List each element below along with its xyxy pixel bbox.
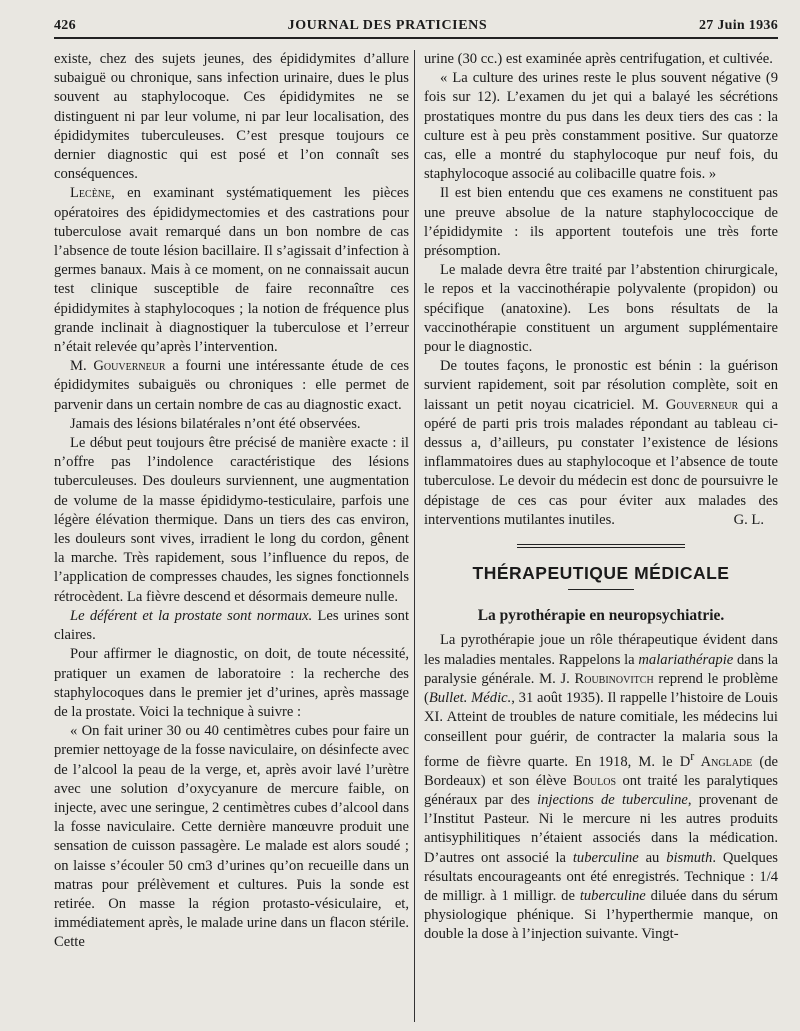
- paragraph: « La culture des urines reste le plus souvent négative (9 fois sur 12). L’examen du jet qui a balayé les sécrétions prostatiques montre du pus dans les deux tiers des cas : la culture est à peu près constamment positive. Sur quatorze cas, elle a montré du staphylocoque pur neuf fois, du staphylocoque associé au colibacille quatre fois. »: [424, 70, 778, 183]
- left-column: [54, 50, 409, 953]
- paragraph: Pour affirmer le diagnostic, on doit, de toute nécessité, pratiquer un examen de laboratoire : la recherche des staphylocoques dans le premier jet d’urines, après massage de la prostate. Voici la technique à suivre :: [54, 646, 409, 720]
- paragraph: Le déférent et la prostate sont normaux. Les urines sont claires.: [54, 607, 410, 644]
- author-name: Lecène: [70, 185, 112, 202]
- page-number: 426: [54, 18, 76, 33]
- signature: G. L.: [733, 511, 764, 528]
- author-name: Roubinovitch: [574, 670, 654, 687]
- paragraph: M. Gouverneur a fourni une intéressante étude de ces épididymites subaiguës ou chroniques : elle permet de parvenir dans un certain nombre de cas au diagnostic exact.: [54, 358, 409, 413]
- paragraph: existe, chez des sujets jeunes, des épididymites d’allure subaiguë ou chronique, sans infection urinaire, dues le plus souvent au staphylocoque. Ces épididymites ne se distinguent ni par leur volume, ni par leur localisation, des épididymites tuberculeuses. C’est presque toujours ce dernier diagnostic qui est posé et l’on connaît ses conséquences.: [54, 51, 409, 183]
- column-divider: [414, 50, 415, 1022]
- section-rule: [568, 589, 634, 590]
- right-column: [424, 50, 778, 945]
- author-name: Anglade: [694, 753, 753, 770]
- article-title: La pyrothérapie en neuropsychiatrie.: [477, 607, 725, 625]
- paragraph: urine (30 cc.) est examinée après centrifugation, et cultivée.: [424, 51, 773, 67]
- author-name: Boulos: [572, 772, 617, 789]
- header-rule: [54, 37, 778, 39]
- author-name: Gouverneur: [665, 396, 739, 413]
- paragraph: Le malade devra être traité par l’abstention chirurgicale, le repos et la vaccinothérapie polyvalente (propidon) ou spécifique (anatoxine). Les bons résultats de la vaccinothérapie constituent un argument supplémentaire pour le diagnostic.: [424, 262, 778, 356]
- paragraph: « On fait uriner 30 ou 40 centimètres cubes pour faire un premier nettoyage de la fosse naviculaire, on désinfecte avec de l’alcool la peau de la verge, et, après avoir lavé l’urètre avec une solution d’oxycyanure de mercure faible, on injecte, avec une seringue, 2 centimètres cubes d’alcool dans la fosse naviculaire. Cette dernière manœuvre produit une sensation de cuisson passagère. Le malade est alors soudé ; on laisse s’écouler 50 cm3 d’urines qu’on recueille dans un matras pour prélèvement et cultures. Puis la sonde est retirée. On masse la région protasto-vésiculaire, et, immédiatement après, le malade urine dans un flacon stérile. Cette: [54, 723, 409, 951]
- paragraph: Jamais des lésions bilatérales n’ont été observées.: [70, 415, 361, 432]
- paragraph: Le début peut toujours être précisé de manière exacte : il n’offre pas l’indolence caractéristique des lésions tuberculeuses. Des douleurs surviennent, une augmentation de volume de la masse épididymo-testiculaire, parfois une légère élévation thermique. Dans un tiers des cas environ, les douleurs sont vives, irradient le long du cordon, gênent la marche. Très rapidement, sous l’influence du repos, de l’application de compresses chaudes, les signes fonctionnels rétrocèdent. La fièvre descend et désormais demeure nulle.: [54, 435, 409, 605]
- paragraph: De toutes façons, le pronostic est bénin : la guérison survient rapidement, soit par résolution complète, soit en laissant un petit noyau cicatriciel. M. Gouverneur qui a opéré de parti pris trois malades répondant au tableau ci-dessus a, d’ailleurs, pu constater l’existence de lésions inflammatoires dues au staphylocoque et l’absence de toute tuberculose. Le devoir du médecin est donc de poursuivre le dépistage de ces cas pour éviter aux malades des interventions mutilantes inutiles. G. L.: [424, 357, 778, 530]
- journal-title: JOURNAL DES PRATICIENS: [287, 18, 488, 33]
- issue-date: 27 Juin 1936: [698, 18, 778, 33]
- paragraph: Lecène, en examinant systématiquement les pièces opératoires des épididymectomies et des castrations pour tuberculose avait remarqué dans un bon nombre de cas l’absence de toute lésion bacillaire. Il s’agissait d’infection à germes banaux. Mais à ce moment, on ne connaissait aucun test clinique susceptible de faire reconnaître ces épididymites à staphylocoques ; la notion de fréquence plus grande inclinait à diagnostiquer la tuberculose et l’erreur n’était relevée qu’après l’intervention.: [54, 185, 409, 356]
- author-name: Gouverneur: [93, 358, 166, 375]
- running-header: [54, 14, 778, 38]
- article-end-rule: [424, 544, 778, 548]
- section-title: THÉRAPEUTIQUE MÉDICALE: [472, 563, 730, 584]
- paragraph: La pyrothérapie joue un rôle thérapeutique évident dans les maladies mentales. Rappelons la malariathérapie dans la paralysie générale. M. J. Roubinovitch reprend le problème (Bullet. Médic., 31 août 1935). Il rappelle l’histoire de Louis XI. Atteint de troubles de nature comitiale, les médecins lui conseillent pour guérir, de contracter la malaria sous la forme de fièvre quarte. En 1918, M. le $D^r$ Anglade (de Bordeaux) et son élève Boulos ont traité les paralytiques généraux par des injections de tuberculine, provenant de l’Institut Pasteur. Ni le mercure ni les autres produits antisyphilitiques n’étaient associés dans la médication. D’autres ont associé la tuberculine au bismuth. Quelques résultats encourageants ont été enregistrés. Technique : 1/4 de milligr. à 1 milligr. de tuberculine diluée dans du sérum physiologique phénique. Si l’hyperthermie manque, on double la dose à l’injection suivante. Vingt-: [424, 632, 778, 943]
- paragraph: Il est bien entendu que ces examens ne constituent pas une preuve absolue de la nature staphylococcique de l’épididymite : ils apportent toutefois une très forte présomption.: [424, 185, 778, 260]
